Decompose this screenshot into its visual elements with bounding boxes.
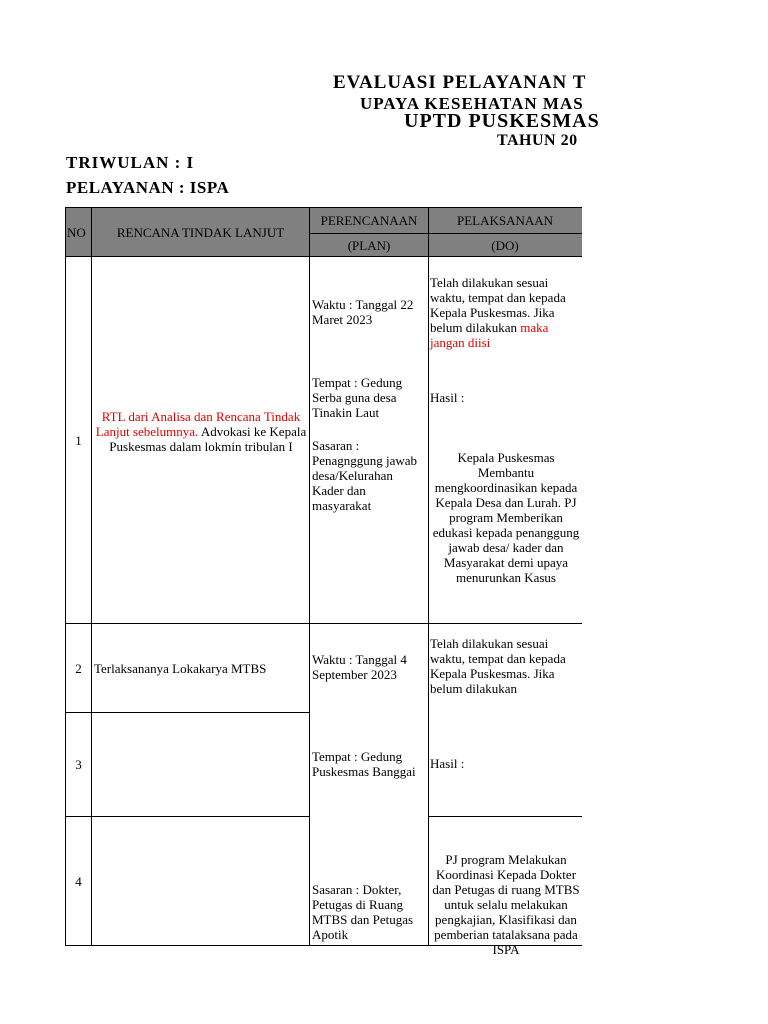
group-2-do-status bbox=[428, 623, 582, 817]
row-2-no: 2 bbox=[65, 623, 92, 713]
row-1-plan bbox=[309, 256, 429, 624]
header-do-sub: (DO) bbox=[428, 233, 582, 257]
row-1-do bbox=[428, 256, 582, 624]
do-status bbox=[430, 275, 582, 350]
row-4-rtl bbox=[91, 816, 310, 946]
do-hasil: Hasil : bbox=[430, 390, 465, 405]
do-status-text: Telah dilakukan sesuai waktu, tempat dan kepada Kepala Puskesmas. Jika belum dilakukan bbox=[430, 275, 566, 335]
quarter-label: TRIWULAN : I bbox=[66, 153, 195, 172]
do-result: Kepala Puskesmas Membantu mengkoordinasikan kepada Kepala Desa dan Lurah. PJ program Memberikan edukasi kepada penanggung jawab desa/ kader dan Masyarakat demi upaya menurunkan Kasus bbox=[432, 450, 580, 585]
header-no: NO bbox=[65, 207, 92, 257]
do-status: Telah dilakukan sesuai waktu, tempat dan kepada Kepala Puskesmas. Jika belum dilakukan bbox=[430, 636, 566, 696]
do-hasil: Hasil : bbox=[430, 756, 465, 771]
header-rtl: RENCANA TINDAK LANJUT bbox=[91, 207, 310, 257]
header-do: PELAKSANAAN bbox=[428, 207, 582, 234]
plan-waktu: Waktu : Tanggal 4 September 2023 bbox=[312, 652, 407, 682]
do-result: PJ program Melakukan Koordinasi Kepada Dokter dan Petugas di ruang MTBS untuk selalu melakukan pengkajian, Klasifikasi dan pemberian tatalaksana pada ISPA bbox=[432, 852, 580, 957]
row-1-rtl-text bbox=[95, 409, 307, 454]
row-3-no: 3 bbox=[65, 712, 92, 817]
report-title: EVALUASI PELAYANAN T bbox=[333, 72, 587, 93]
header-plan-sub: (PLAN) bbox=[309, 233, 429, 257]
report-year: TAHUN 20 bbox=[497, 132, 578, 149]
do-status-red-text: maka jangan diisi bbox=[430, 320, 549, 350]
group-2-do-result bbox=[428, 816, 582, 957]
row-1-rtl bbox=[91, 256, 310, 624]
plan-sasaran: Sasaran : Penagnggung jawab desa/Kelurahan Kader dan masyarakat bbox=[312, 438, 418, 513]
plan-tempat: Tempat : Gedung Serba guna desa Tinakin Laut bbox=[312, 375, 403, 420]
institution-name: UPTD PUSKESMAS bbox=[404, 110, 600, 132]
plan-sasaran: Sasaran : Dokter, Petugas di Ruang MTBS dan Petugas Apotik bbox=[312, 882, 414, 942]
row-4-no: 4 bbox=[65, 816, 92, 946]
rtl-red-text: RTL dari Analisa dan Rencana Tindak Lanjut sebelumnya. bbox=[95, 409, 301, 439]
service-label: PELAYANAN : ISPA bbox=[66, 178, 230, 197]
row-2-rtl: Terlaksananya Lokakarya MTBS bbox=[91, 623, 310, 713]
group-2-plan bbox=[309, 623, 429, 946]
plan-waktu: Waktu : Tanggal 22 Maret 2023 bbox=[312, 297, 414, 327]
rtl-black-text: Advokasi ke Kepala Puskesmas dalam lokmin tribulan I bbox=[109, 424, 307, 454]
row-1-no: 1 bbox=[65, 256, 92, 624]
row-3-rtl bbox=[91, 712, 310, 817]
report-subtitle: UPAYA KESEHATAN MAS bbox=[360, 94, 584, 113]
plan-tempat: Tempat : Gedung Puskesmas Banggai bbox=[312, 749, 416, 779]
header-plan: PERENCANAAN bbox=[309, 207, 429, 234]
